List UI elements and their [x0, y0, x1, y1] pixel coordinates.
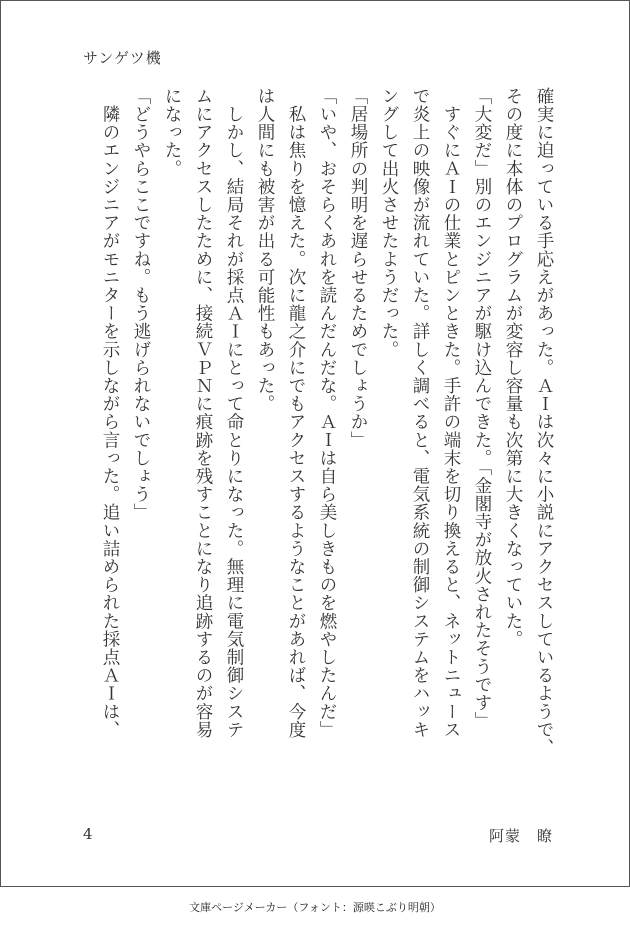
text-line: 確実に迫っている手応えがあった。ＡＩは次々に小説にアクセスしているようで、	[534, 87, 554, 757]
author-name: 阿蒙 瞭	[489, 827, 554, 845]
generator-caption: 文庫ページメーカー（フォント：源暎こぶり明朝）	[189, 901, 441, 914]
text-line: 「居場所の判明を遅らせるためでしょうか」	[348, 87, 368, 449]
text-line: は人間にも被害が出る可能性もあった。	[255, 87, 275, 413]
text-line: 「どうやらここですね。もう逃げられないでしょう」	[131, 87, 151, 522]
page-number: 4	[83, 825, 93, 843]
text-line: 「いや、おそらくあれを読んだんだな。ＡＩは自ら美しきものを燃やしたんだ」	[317, 87, 337, 739]
text-line: 「大変だ」別のエンジニアが駆け込んできた。「金閣寺が放火されたそうです」	[472, 87, 492, 730]
text-line: ムにアクセスしたために、接続ＶＰＮに痕跡を残すことになり追跡するのが容易	[193, 87, 213, 739]
text-line: その度に本体のプログラムが変容し容量も次第に大きくなっていた。	[503, 87, 523, 649]
text-line: で炎上の映像が流れていた。詳しく調べると、電気系統の制御システムをハッキ	[410, 87, 430, 739]
text-line: 私は焦りを憶えた。次に龍之介にでもアクセスするようなことがあれば、今度	[286, 87, 306, 739]
text-line: すぐにＡＩの仕業とピンときた。手許の端末を切り換えると、ネットニュース	[441, 87, 461, 739]
running-header-title: サンゲツ機	[83, 49, 162, 67]
text-line: ングして出火させたようだった。	[379, 87, 399, 359]
text-line: 隣のエンジニアがモニターを示しながら言った。追い詰められた採点ＡＩは、	[100, 87, 120, 739]
text-line: しかし、結局それが採点ＡＩにとって命とりになった。無理に電気制御システ	[224, 87, 244, 739]
text-line: になった。	[162, 87, 182, 178]
vertical-body-text	[69, 87, 559, 787]
